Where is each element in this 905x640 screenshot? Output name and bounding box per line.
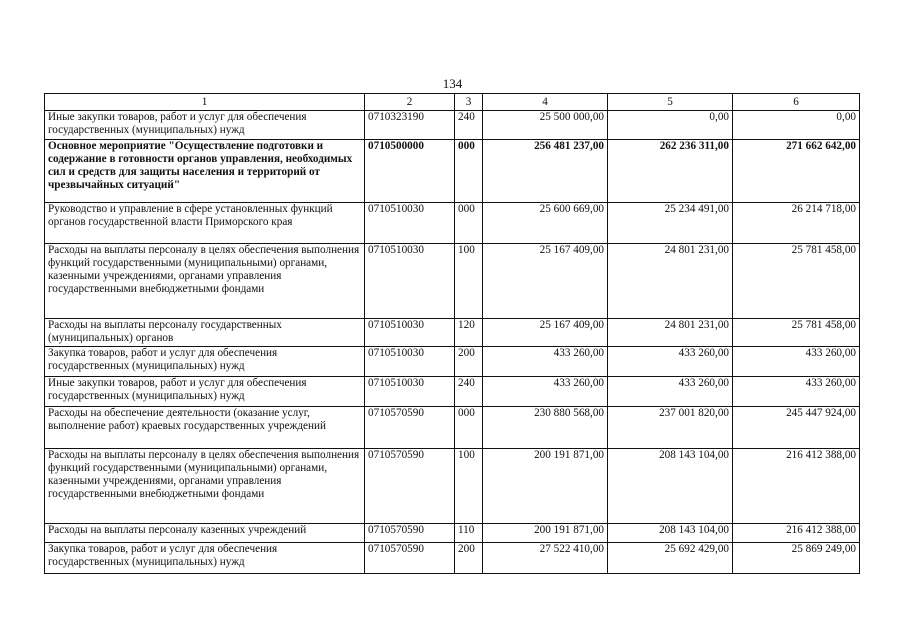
row-amount-col6: 25 869 249,00 bbox=[733, 543, 860, 574]
row-expense-type: 200 bbox=[455, 347, 483, 377]
row-code: 0710570590 bbox=[365, 524, 455, 543]
row-expense-type: 100 bbox=[455, 244, 483, 319]
table-row bbox=[45, 407, 860, 449]
row-name: Руководство и управление в сфере установленных функций органов государственной власти Приморского края bbox=[45, 203, 365, 244]
row-amount-col4: 25 500 000,00 bbox=[483, 111, 608, 140]
row-code: 0710500000 bbox=[365, 140, 455, 203]
row-amount-col6: 25 781 458,00 bbox=[733, 319, 860, 347]
row-code: 0710510030 bbox=[365, 347, 455, 377]
row-name: Основное мероприятие "Осуществление подготовки и содержание в готовности органов управления, необходимых сил и средств для защиты населения и территорий от чрезвычайных ситуаций" bbox=[45, 140, 365, 203]
table-row bbox=[45, 244, 860, 319]
row-code: 0710323190 bbox=[365, 111, 455, 140]
row-amount-col5: 25 692 429,00 bbox=[608, 543, 733, 574]
row-amount-col4: 256 481 237,00 bbox=[483, 140, 608, 203]
row-amount-col6: 216 412 388,00 bbox=[733, 449, 860, 524]
row-expense-type: 000 bbox=[455, 407, 483, 449]
header-col-6: 6 bbox=[733, 94, 860, 111]
row-code: 0710570590 bbox=[365, 449, 455, 524]
row-amount-col5: 237 001 820,00 bbox=[608, 407, 733, 449]
row-amount-col5: 0,00 bbox=[608, 111, 733, 140]
row-amount-col4: 27 522 410,00 bbox=[483, 543, 608, 574]
header-col-4: 4 bbox=[483, 94, 608, 111]
header-col-1: 1 bbox=[45, 94, 365, 111]
row-amount-col5: 433 260,00 bbox=[608, 347, 733, 377]
row-code: 0710570590 bbox=[365, 407, 455, 449]
row-amount-col6: 216 412 388,00 bbox=[733, 524, 860, 543]
row-amount-col4: 25 600 669,00 bbox=[483, 203, 608, 244]
row-expense-type: 110 bbox=[455, 524, 483, 543]
row-amount-col5: 24 801 231,00 bbox=[608, 244, 733, 319]
row-expense-type: 200 bbox=[455, 543, 483, 574]
table-row bbox=[45, 111, 860, 140]
row-expense-type: 120 bbox=[455, 319, 483, 347]
table-row bbox=[45, 524, 860, 543]
table-row bbox=[45, 203, 860, 244]
row-amount-col5: 208 143 104,00 bbox=[608, 524, 733, 543]
header-col-5: 5 bbox=[608, 94, 733, 111]
table-row bbox=[45, 377, 860, 407]
row-expense-type: 240 bbox=[455, 377, 483, 407]
row-code: 0710570590 bbox=[365, 543, 455, 574]
row-amount-col6: 0,00 bbox=[733, 111, 860, 140]
table-row bbox=[45, 140, 860, 203]
table-row bbox=[45, 543, 860, 574]
row-amount-col6: 271 662 642,00 bbox=[733, 140, 860, 203]
row-amount-col5: 24 801 231,00 bbox=[608, 319, 733, 347]
row-amount-col5: 433 260,00 bbox=[608, 377, 733, 407]
row-name: Закупка товаров, работ и услуг для обеспечения государственных (муниципальных) нужд bbox=[45, 347, 365, 377]
row-name: Иные закупки товаров, работ и услуг для обеспечения государственных (муниципальных) нужд bbox=[45, 111, 365, 140]
row-name: Расходы на выплаты персоналу казенных учреждений bbox=[45, 524, 365, 543]
row-code: 0710510030 bbox=[365, 377, 455, 407]
row-name: Расходы на выплаты персоналу в целях обеспечения выполнения функций государственными (муниципальными) органами, казенными учреждениями, органами управления государственными внебюджетными фондами bbox=[45, 244, 365, 319]
row-code: 0710510030 bbox=[365, 244, 455, 319]
row-amount-col4: 433 260,00 bbox=[483, 377, 608, 407]
budget-table bbox=[44, 93, 860, 574]
row-expense-type: 100 bbox=[455, 449, 483, 524]
row-code: 0710510030 bbox=[365, 203, 455, 244]
row-code: 0710510030 bbox=[365, 319, 455, 347]
header-col-2: 2 bbox=[365, 94, 455, 111]
row-amount-col4: 200 191 871,00 bbox=[483, 524, 608, 543]
header-col-3: 3 bbox=[455, 94, 483, 111]
table-row bbox=[45, 347, 860, 377]
row-amount-col5: 262 236 311,00 bbox=[608, 140, 733, 203]
table-row bbox=[45, 449, 860, 524]
row-amount-col4: 25 167 409,00 bbox=[483, 244, 608, 319]
row-amount-col4: 230 880 568,00 bbox=[483, 407, 608, 449]
row-amount-col5: 208 143 104,00 bbox=[608, 449, 733, 524]
row-name: Закупка товаров, работ и услуг для обеспечения государственных (муниципальных) нужд bbox=[45, 543, 365, 574]
row-amount-col4: 200 191 871,00 bbox=[483, 449, 608, 524]
row-name: Иные закупки товаров, работ и услуг для обеспечения государственных (муниципальных) нужд bbox=[45, 377, 365, 407]
row-name: Расходы на выплаты персоналу в целях обеспечения выполнения функций государственными (муниципальными) органами, казенными учреждениями, органами управления государственными внебюджетными фондами bbox=[45, 449, 365, 524]
row-expense-type: 000 bbox=[455, 203, 483, 244]
table-row bbox=[45, 319, 860, 347]
row-expense-type: 000 bbox=[455, 140, 483, 203]
row-amount-col6: 433 260,00 bbox=[733, 377, 860, 407]
row-amount-col6: 245 447 924,00 bbox=[733, 407, 860, 449]
row-name: Расходы на выплаты персоналу государственных (муниципальных) органов bbox=[45, 319, 365, 347]
row-amount-col6: 433 260,00 bbox=[733, 347, 860, 377]
row-amount-col4: 433 260,00 bbox=[483, 347, 608, 377]
row-expense-type: 240 bbox=[455, 111, 483, 140]
row-amount-col5: 25 234 491,00 bbox=[608, 203, 733, 244]
row-amount-col6: 26 214 718,00 bbox=[733, 203, 860, 244]
row-amount-col6: 25 781 458,00 bbox=[733, 244, 860, 319]
page-number: 134 bbox=[442, 76, 463, 91]
row-amount-col4: 25 167 409,00 bbox=[483, 319, 608, 347]
table-header-row bbox=[45, 94, 860, 111]
row-name: Расходы на обеспечение деятельности (оказание услуг, выполнение работ) краевых государственных учреждений bbox=[45, 407, 365, 449]
